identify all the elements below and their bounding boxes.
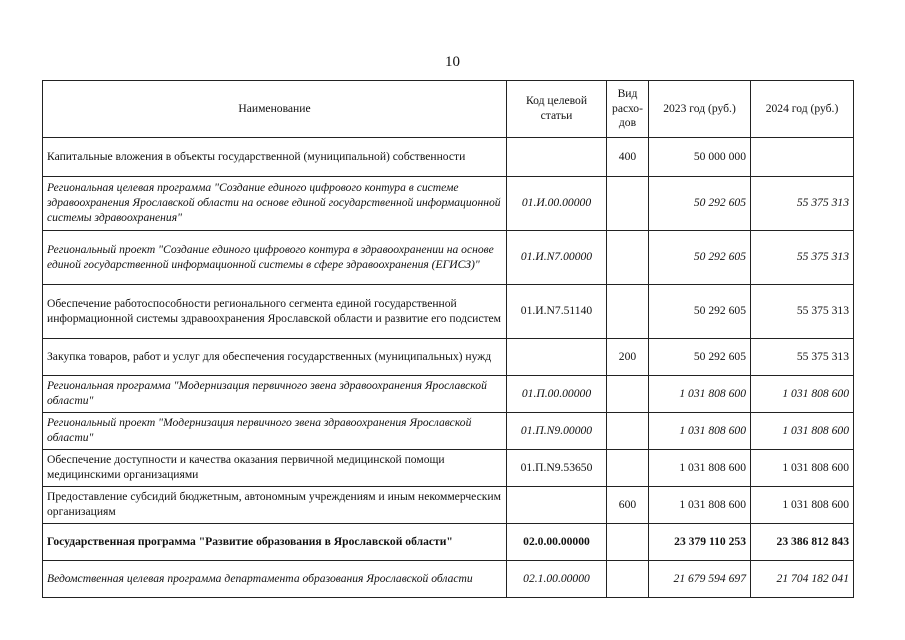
row-2023: 21 679 594 697 <box>649 561 751 598</box>
row-2024: 1 031 808 600 <box>751 413 854 450</box>
table-row <box>43 138 854 177</box>
row-2024: 55 375 313 <box>751 339 854 376</box>
row-kind <box>607 231 649 285</box>
budget-table <box>42 80 854 598</box>
row-code <box>507 487 607 524</box>
row-name: Обеспечение работоспособности регионального сегмента единой государственной информационной системы здравоохранения Ярославской области и развитие его подсистем <box>43 285 507 339</box>
table-row <box>43 561 854 598</box>
row-code: 01.П.00.00000 <box>507 376 607 413</box>
table-row <box>43 524 854 561</box>
row-name: Обеспечение доступности и качества оказания первичной медицинской помощи медицинскими организациями <box>43 450 507 487</box>
row-kind: 200 <box>607 339 649 376</box>
row-kind: 600 <box>607 487 649 524</box>
table-row <box>43 413 854 450</box>
page-number: 10 <box>445 54 460 70</box>
row-code: 01.П.N9.00000 <box>507 413 607 450</box>
row-2023: 50 292 605 <box>649 339 751 376</box>
row-2023: 50 000 000 <box>649 138 751 177</box>
row-code <box>507 138 607 177</box>
table-header-row <box>43 81 854 138</box>
row-code: 01.П.N9.53650 <box>507 450 607 487</box>
row-code: 02.1.00.00000 <box>507 561 607 598</box>
row-2023: 50 292 605 <box>649 177 751 231</box>
row-name: Региональная программа "Модернизация первичного звена здравоохранения Ярославской области" <box>43 376 507 413</box>
row-kind <box>607 285 649 339</box>
row-2023: 50 292 605 <box>649 231 751 285</box>
row-2024: 55 375 313 <box>751 285 854 339</box>
row-2023: 23 379 110 253 <box>649 524 751 561</box>
row-kind <box>607 177 649 231</box>
row-kind <box>607 524 649 561</box>
row-name: Закупка товаров, работ и услуг для обеспечения государственных (муниципальных) нужд <box>43 339 507 376</box>
row-name: Государственная программа "Развитие образования в Ярославской области" <box>43 524 507 561</box>
header-name: Наименование <box>43 81 507 138</box>
row-2023: 50 292 605 <box>649 285 751 339</box>
table-row <box>43 177 854 231</box>
row-2024: 1 031 808 600 <box>751 487 854 524</box>
header-kind: Вид расхо-дов <box>607 81 649 138</box>
header-2023: 2023 год (руб.) <box>649 81 751 138</box>
row-name: Региональная целевая программа "Создание единого цифрового контура в системе здравоохранения Ярославской области на основе единой государственной информационной системы здравоохранения" <box>43 177 507 231</box>
row-2024 <box>751 138 854 177</box>
row-name: Региональный проект "Создание единого цифрового контура в здравоохранении на основе единой государственной информационной системы в сфере здравоохранения (ЕГИСЗ)" <box>43 231 507 285</box>
row-name: Ведомственная целевая программа департамента образования Ярославской области <box>43 561 507 598</box>
row-kind <box>607 376 649 413</box>
table-row <box>43 487 854 524</box>
header-2024: 2024 год (руб.) <box>751 81 854 138</box>
row-2023: 1 031 808 600 <box>649 487 751 524</box>
row-kind <box>607 561 649 598</box>
row-2023: 1 031 808 600 <box>649 450 751 487</box>
row-name: Капитальные вложения в объекты государственной (муниципальной) собственности <box>43 138 507 177</box>
row-kind <box>607 413 649 450</box>
table-row <box>43 450 854 487</box>
row-name: Предоставление субсидий бюджетным, автономным учреждениям и иным некоммерческим организациям <box>43 487 507 524</box>
row-code <box>507 339 607 376</box>
table-row <box>43 376 854 413</box>
row-kind <box>607 450 649 487</box>
row-code: 02.0.00.00000 <box>507 524 607 561</box>
table-row <box>43 231 854 285</box>
row-2024: 23 386 812 843 <box>751 524 854 561</box>
row-2024: 55 375 313 <box>751 231 854 285</box>
header-code: Код целевой статьи <box>507 81 607 138</box>
table-row <box>43 339 854 376</box>
row-code: 01.И.00.00000 <box>507 177 607 231</box>
row-2023: 1 031 808 600 <box>649 413 751 450</box>
row-kind: 400 <box>607 138 649 177</box>
row-name: Региональный проект "Модернизация первичного звена здравоохранения Ярославской области" <box>43 413 507 450</box>
row-2024: 21 704 182 041 <box>751 561 854 598</box>
row-2023: 1 031 808 600 <box>649 376 751 413</box>
table-row <box>43 285 854 339</box>
row-2024: 1 031 808 600 <box>751 450 854 487</box>
row-code: 01.И.N7.00000 <box>507 231 607 285</box>
row-2024: 55 375 313 <box>751 177 854 231</box>
row-2024: 1 031 808 600 <box>751 376 854 413</box>
row-code: 01.И.N7.51140 <box>507 285 607 339</box>
